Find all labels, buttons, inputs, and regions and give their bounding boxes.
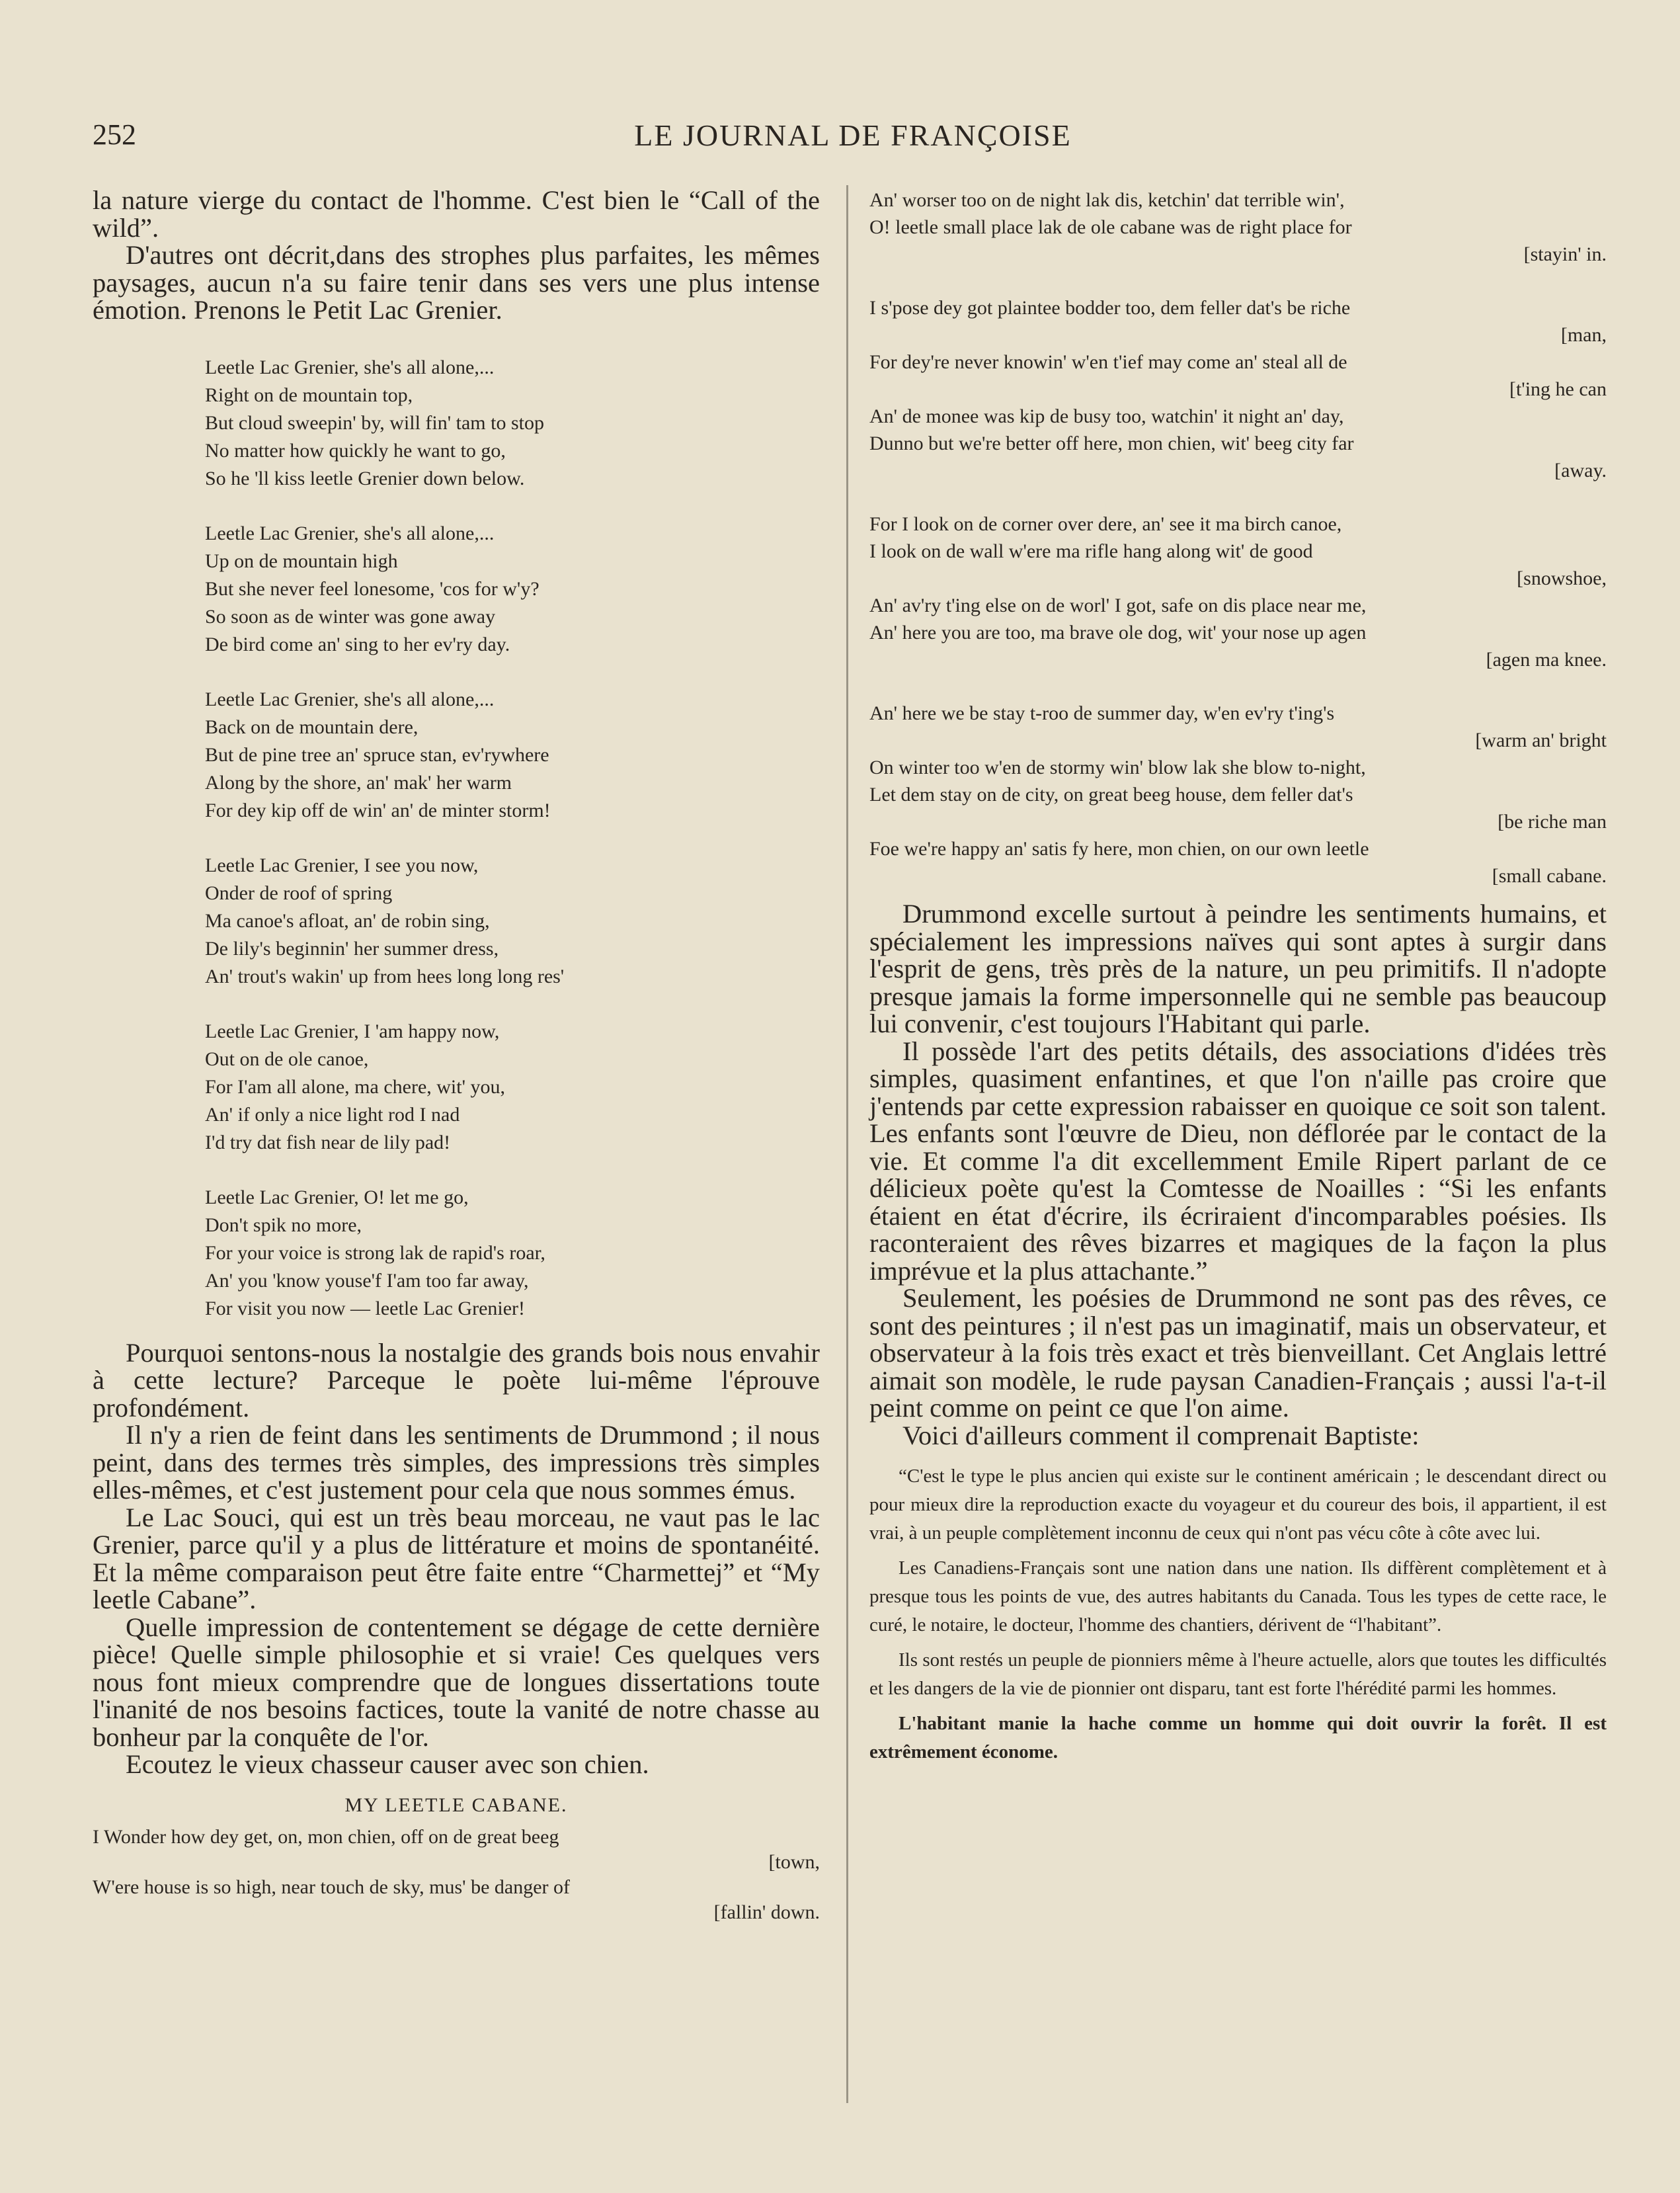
verse-line: Leetle Lac Grenier, she's all alone,... xyxy=(205,522,495,544)
quote-paragraph: L'habitant manie la hache comme un homme qui doit ouvrir la forêt. Il est extrêmement économe. xyxy=(869,1713,1607,1762)
verse-line: Along by the shore, an' mak' her warm xyxy=(205,771,512,794)
page-number: 252 xyxy=(93,118,136,151)
column-divider xyxy=(846,185,848,2103)
poem-my-leetle-cabane-continued xyxy=(869,186,1607,890)
verse-line-continuation: [town, xyxy=(768,1850,820,1873)
verse-line: De lily's beginnin' her summer dress, xyxy=(205,937,499,960)
verse-line: For I look on de corner over dere, an' see it ma birch canoe, xyxy=(869,513,1342,535)
verse-line-continuation: [away. xyxy=(1554,460,1607,481)
verse-line: For your voice is strong lak de rapid's roar, xyxy=(205,1241,545,1264)
verse-line: No matter how quickly he want to go, xyxy=(205,439,506,462)
verse-line: Onder de roof of spring xyxy=(205,882,393,904)
verse-line: Out on de ole canoe, xyxy=(205,1048,369,1070)
stanza xyxy=(869,700,1607,890)
verse-line: Leetle Lac Grenier, she's all alone,... xyxy=(205,356,495,378)
verse-line: Back on de mountain dere, xyxy=(205,716,419,738)
verse-line: Leetle Lac Grenier, I 'am happy now, xyxy=(205,1020,500,1042)
poem-lac-grenier xyxy=(205,354,820,1323)
verse-line: An' de monee was kip de busy too, watchin' it night an' day, xyxy=(869,405,1344,427)
verse-line: Dunno but we're better off here, mon chien, wit' beeg city far xyxy=(869,433,1354,454)
verse-line: Leetle Lac Grenier, I see you now, xyxy=(205,854,479,876)
page-header xyxy=(93,118,1613,171)
verse-line: De bird come an' sing to her ev'ry day. xyxy=(205,633,510,655)
paragraph: Seulement, les poésies de Drummond ne sont pas des rêves, ce sont des peintures ; il n'est pas un imaginatif, mais un observateur, et observateur à la fois très exact et très bienveillant. Cet Anglais lettré aimait son modèle, le rude paysan Canadien-Français ; aussi l'a-t-il peint comme on peint ce que l'on aime. xyxy=(869,1283,1607,1423)
verse-line: Up on de mountain high xyxy=(205,550,398,572)
verse-line: I'd try dat fish near de lily pad! xyxy=(205,1131,451,1153)
stanza xyxy=(869,511,1607,673)
stanza xyxy=(869,186,1607,268)
verse-line: Leetle Lac Grenier, O! let me go, xyxy=(205,1186,469,1208)
verse-line: An' here you are too, ma brave ole dog, wit' your nose up agen xyxy=(869,622,1367,643)
verse-line: So he 'll kiss leetle Grenier down below. xyxy=(205,467,525,489)
verse-line: W'ere house is so high, near touch de sky, mus' be danger of xyxy=(93,1876,571,1898)
verse-line-continuation: [be riche man xyxy=(1498,811,1607,833)
right-column xyxy=(869,186,1607,1766)
verse-line: For dey kip off de win' an' de minter storm! xyxy=(205,799,551,821)
verse-line-continuation: [fallin' down. xyxy=(713,1901,820,1923)
verse-line: An' if only a nice light rod I nad xyxy=(205,1103,460,1126)
stanza xyxy=(205,354,820,493)
verse-line-continuation: [small cabane. xyxy=(1492,865,1607,887)
quote-paragraph: Les Canadiens-Français sont une nation dans une nation. Ils diffèrent complètement et à presque tous les points de vue, des autres habitants du Canada. Tous les types de cette race, le curé, le notaire, le docteur, l'homme des chantiers, dérivent de “l'habitant”. xyxy=(869,1557,1607,1635)
paragraph: Il n'y a rien de feint dans les sentiments de Drummond ; il nous peint, dans des termes très simples, des impressions très simples elles-mêmes, et c'est justement pour cela que nous sommes émus. xyxy=(93,1420,820,1505)
verse-line: I Wonder how dey get, on, mon chien, off on de great beeg xyxy=(93,1825,559,1848)
paragraph: Ecoutez le vieux chasseur causer avec son chien. xyxy=(126,1749,649,1779)
left-column xyxy=(93,186,820,1925)
stanza xyxy=(205,520,820,659)
verse-line: Leetle Lac Grenier, she's all alone,... xyxy=(205,688,495,710)
paragraph: Quelle impression de contentement se dégage de cette dernière pièce! Quelle simple philosophie et si vraie! Ces quelques vers nous font mieux comprendre que de longues dissertations toute l'inanité de nos besoins factices, toute la vanité de notre chasse au bonheur par la conquête de l'or. xyxy=(93,1612,820,1752)
verse-line: Don't spik no more, xyxy=(205,1214,362,1236)
verse-line: But de pine tree an' spruce stan, ev'rywhere xyxy=(205,743,549,766)
verse-line: An' here we be stay t-roo de summer day, w'en ev'ry t'ing's xyxy=(869,702,1335,724)
verse-line: Foe we're happy an' satis fy here, mon chien, on our own leetle xyxy=(869,838,1369,860)
verse-line: For visit you now — leetle Lac Grenier! xyxy=(205,1297,526,1319)
journal-title: LE JOURNAL DE FRANÇOISE xyxy=(634,118,1072,152)
quotation-block xyxy=(869,1462,1607,1766)
verse-line: But she never feel lonesome, 'cos for w'y? xyxy=(205,577,540,600)
quote-paragraph: “C'est le type le plus ancien qui existe sur le continent américain ; le descendant direct ou pour mieux dire la reproduction exacte du voyageur et du coureur des bois, il appartient, il est vrai, à un peuple complètement inconnu de ceux qui n'ont pas vécu côte à côte avec lui. xyxy=(869,1466,1607,1544)
poem-my-leetle-cabane-start xyxy=(93,1825,820,1925)
verse-line-continuation: [t'ing he can xyxy=(1509,378,1607,400)
verse-line: I s'pose dey got plaintee bodder too, dem feller dat's be riche xyxy=(869,297,1351,319)
poem-title: MY LEETLE CABANE. xyxy=(344,1794,568,1816)
paragraph: Pourquoi sentons-nous la nostalgie des grands bois nous envahir à cette lecture? Parceque le poète lui-même l'éprouve profondément. xyxy=(93,1337,820,1423)
verse-line-continuation: [snowshoe, xyxy=(1517,567,1607,589)
verse-line: For dey're never knowin' w'en t'ief may come an' steal all de xyxy=(869,351,1347,373)
paragraph: D'autres ont décrit,dans des strophes plus parfaites, les mêmes paysages, aucun n'a su faire tenir dans ses vers une plus intense émotion. Prenons le Petit Lac Grenier. xyxy=(93,240,820,325)
verse-line: But cloud sweepin' by, will fin' tam to stop xyxy=(205,411,544,434)
paragraph: Drummond excelle surtout à peindre les sentiments humains, et spécialement les impressions naïves qui sont aptes à surgir dans l'esprit de gens, très près de la nature, un peu primitifs. Il n'adopte presque jamais la forme impersonnelle qui ne semble pas beaucoup lui convenir, c'est toujours l'Habitant qui parle. xyxy=(869,899,1607,1038)
verse-line: For I'am all alone, ma chere, wit' you, xyxy=(205,1075,505,1098)
stanza xyxy=(205,852,820,991)
verse-line: I look on de wall w'ere ma rifle hang along wit' de good xyxy=(869,540,1313,562)
verse-line: Ma canoe's afloat, an' de robin sing, xyxy=(205,909,490,932)
commentary xyxy=(869,900,1607,1449)
verse-line: On winter too w'en de stormy win' blow lak she blow to-night, xyxy=(869,757,1366,778)
verse-line: An' trout's wakin' up from hees long long res' xyxy=(205,965,565,987)
paragraph: la nature vierge du contact de l'homme. C'est bien le “Call of the wild”. xyxy=(93,185,820,243)
verse-line: O! leetle small place lak de ole cabane was de right place for xyxy=(869,216,1352,238)
paragraph: Il possède l'art des petits détails, des associations d'idées très simples, quasiment enfantines, et que l'on n'aille pas croire que j'entends par cette expression rabaisser en quoique ce soit son talent. Les enfants sont l'œuvre de Dieu, non déflorée par le contact de la vie. Et comme l'a dit excellemment Emile Ripert parlant de ce délicieux poète qu'est la Comtesse de Noailles : “Si les enfants étaient en état d'écrire, ils écriraient d'incomparables poésies. Ils raconteraient des rêves bizarres et magiques de la façon la plus imprévue et la plus attachante.” xyxy=(869,1036,1607,1286)
verse-line: An' av'ry t'ing else on de worl' I got, safe on dis place near me, xyxy=(869,595,1367,616)
stanza xyxy=(93,1825,820,1925)
verse-line-continuation: [agen ma knee. xyxy=(1486,649,1607,671)
verse-line: Let dem stay on de city, on great beeg house, dem feller dat's xyxy=(869,784,1353,806)
stanza xyxy=(205,1184,820,1323)
paragraph: Le Lac Souci, qui est un très beau morceau, ne vaut pas le lac Grenier, parce qu'il y a plus de littérature et moins de spontanéité. Et la même comparaison peut être faite entre “Charmettej” et “My leetle Cabane”. xyxy=(93,1502,820,1614)
stanza xyxy=(205,686,820,825)
verse-line: Right on de mountain top, xyxy=(205,384,413,406)
stanza xyxy=(869,294,1607,484)
verse-line: An' you 'know youse'f I'am too far away, xyxy=(205,1269,529,1292)
verse-line: An' worser too on de night lak dis, ketchin' dat terrible win', xyxy=(869,189,1345,211)
stanza xyxy=(205,1018,820,1157)
verse-line-continuation: [man, xyxy=(1560,324,1607,346)
quote-paragraph: Ils sont restés un peuple de pionniers même à l'heure actuelle, alors que toutes les difficultés et les dangers de la vie de pionnier ont disparu, tant est forte l'hérédité parmi les hommes. xyxy=(869,1649,1607,1699)
paragraph: Voici d'ailleurs comment il comprenait Baptiste: xyxy=(902,1420,1420,1450)
verse-line-continuation: [warm an' bright xyxy=(1475,729,1607,751)
verse-line-continuation: [stayin' in. xyxy=(1523,243,1607,265)
verse-line: So soon as de winter was gone away xyxy=(205,605,496,628)
